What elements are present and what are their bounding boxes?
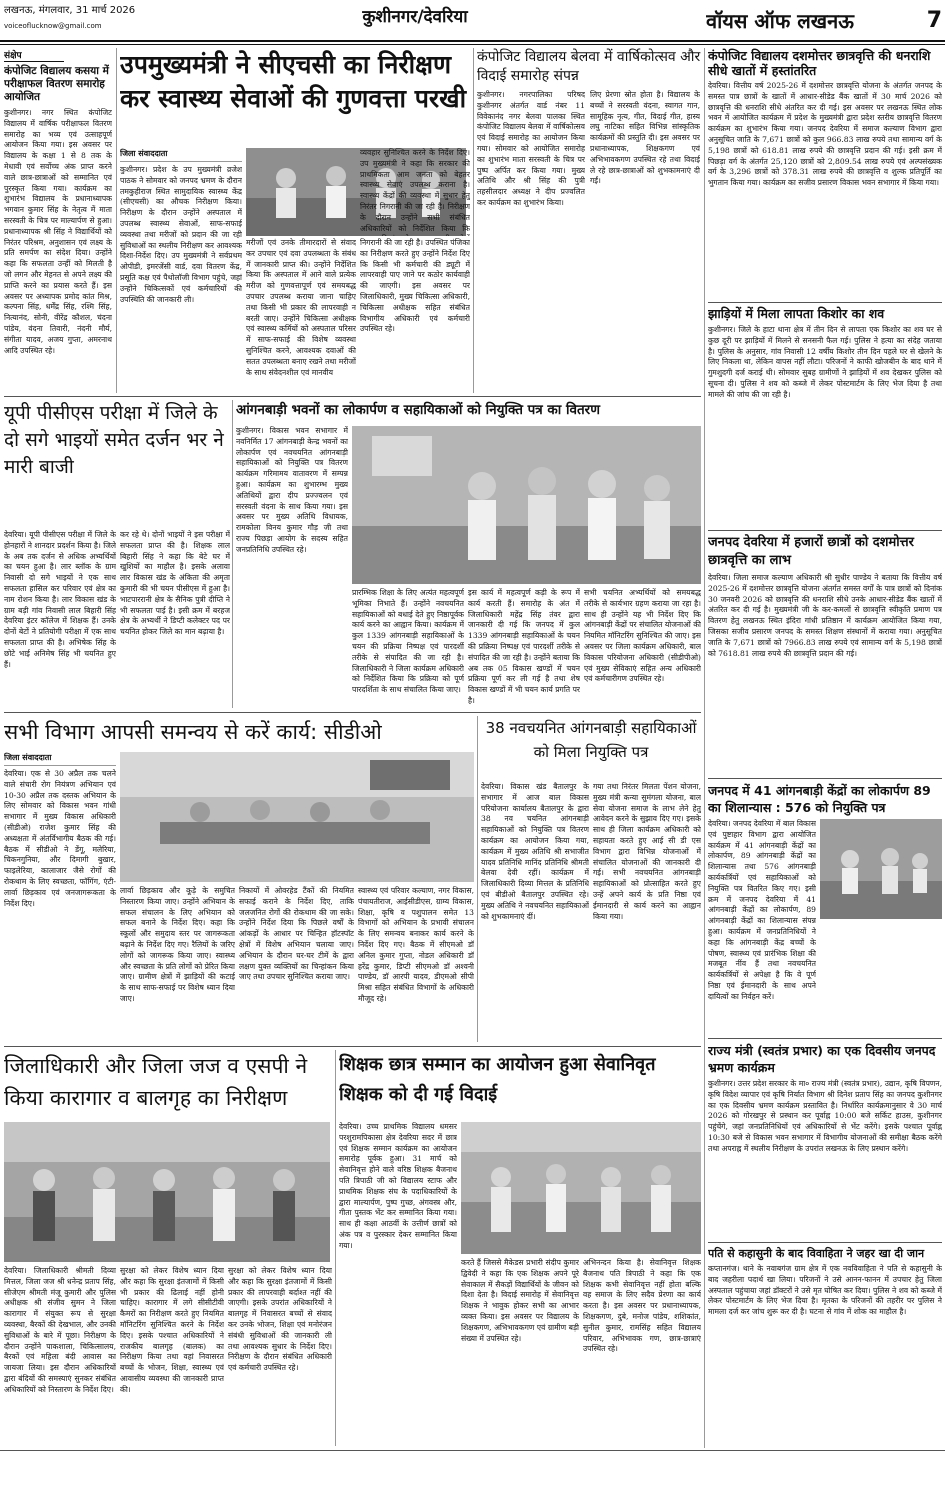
lead-headline — [120, 48, 470, 148]
teacher-photo — [461, 1122, 701, 1254]
minister-body: कुशीनगर। उत्तर प्रदेश सरकार के मा० राज्य मंत्री (स्वतंत्र प्रभार), उद्यान, कृषि विपणन, कृषि विदेश व्यापार एवं कृषि निर्यात विभाग श्री दिनेश प्रताप सिंह का जनपद कुशीनगर का एक दिवसीय भ्रमण कार्यक्रम प्रस्तावित है। निर्धारित कार्यक्रमानुसार वे 30 मार्च 2026 को गोरखपुर से प्रस्थान कर पूर्वाह्न 10:00 बजे सर्किट हाउस, कुशीनगर पहुंचेंगे, जहां जनप्रतिनिधियों एवं अधिकारियों से भेंट करेंगे। इसके पश्चात पूर्वाह्न 10:30 बजे से विकास भवन सभागार में विभागीय योजनाओं की समीक्षा बैठक करेंगे तथा अपराह्न में स्थलीय निरीक्षण के उपरांत लखनऊ के लिए प्रस्थान करेंगे। — [708, 1079, 942, 1153]
masthead — [706, 3, 942, 37]
divider — [116, 48, 117, 393]
scholarship-body: देवरिया। जिला समाज कल्याण अधिकारी श्री सुधीर पाण्डेय ने बताया कि वित्तीय वर्ष 2025-26 में दशमोत्तर छात्रवृत्ति योजना अंतर्गत समस्त वर्गों के पात्र छात्रों को दिनांक 30 जनवरी 2026 को छात्रवृत्ति की धनराशि सीधे उनके आधार-सीडेड बैंक खातों में अंतरित कर दी गई है। मुख्यमंत्री जी के कर-कमलों से छात्रवृत्ति स्वीकृति प्रमाण पत्र वितरण हेतु लखनऊ स्थित इंदिरा गांधी प्रतिष्ठान में कार्यक्रम आयोजित किया गया, जिसका सजीव प्रसारण जनपद के समस्त शिक्षण संस्थानों में कराया गया। अनुसूचित जाति के 7,671 छात्रों को 7966.83 लाख रुपये एवं सामान्य वर्ग के 5,198 छात्रों को 7618.81 लाख रुपये की छात्रवृत्ति प्रदान की गई। — [708, 573, 942, 658]
cdo-col-2 — [120, 886, 235, 1042]
lead-text-3: व्यवहार सुनिश्चित करने के निर्देश दिए। उप मुख्यमंत्री ने कहा कि सरकार की प्राथमिकता आम जनता को बेहतर स्वास्थ्य सेवाएं उपलब्ध कराना है। स्वास्थ्य केंद्रों की व्यवस्था में सुधार हेतु निरंतर निगरानी की जा रही है। निरीक्षण के दौरान उन्होंने सभी संबंधित अधिकारियों को निर्देशित किया कि — [360, 148, 470, 233]
rule — [708, 778, 942, 779]
rule — [708, 530, 942, 531]
cdo-photo — [120, 752, 474, 882]
cdo-text-3: निकायों में ओवरहेड टैंकों की नियमित सफाई कराने के निर्देश दिए, ताकि जलजनित रोगों की रोकथाम की जा सके। उन्होंने निर्देश दिया कि पिछले वर्षों के आंकड़ों के आधार पर चिन्हित हॉटस्पॉट क्षेत्रों में विशेष अभियान चलाया जाए। अभियान के दौरान घर-घर टीमें के द्वारा लक्षण युक्त व्यक्तियों का चिन्हांकन किया जाए तथा उपचार सुनिश्चित कराया जाए। — [239, 886, 354, 982]
aanganwadi-text-4: सभी चयनित अभ्यर्थियों को समयबद्ध तरीके से कार्यभार ग्रहण कराया जा रहा है। साथ ही उन्होंने यह भी निर्देश दिए कि आंगनबाड़ी केंद्रों पर संचालित योजनाओं की नियमित मॉनिटरिंग सुनिश्चित की जाए। इस अवसर पर जिला कार्यक्रम अधिकारी, बाल विकास परियोजना अधिकारी (सीडीपीओ) एवं मुख्य सेविकाएं सहित अन्य अधिकारी एवं कर्मचारीगण उपस्थित रहे। — [584, 588, 701, 684]
teacher-text-2: करते हैं जिससे मैकेडस प्रभारी संदीप कुमार द्विवेदी ने कहा कि एक शिक्षक अपने पूरे सेवाकाल में सैकड़ों विद्यार्थियों के जीवन को दिशा देता है। विदाई समारोह में सेवानिवृत्त शिक्षक ने भावुक होकर सभी का आभार व्यक्त किया। इस अवसर पर विद्यालय के शिक्षकगण, अभिभावकगण एवं ग्रामीण बड़ी संख्या में उपस्थित रहे। — [461, 1258, 579, 1343]
lead-col-3 — [360, 148, 470, 236]
jail-photo — [4, 1122, 330, 1262]
page-number: 7 — [926, 7, 942, 33]
lead-headline-line1: उपमुख्यमंत्री ने सीएचसी का निरीक्षण — [120, 50, 452, 79]
jail-headline: जिलाधिकारी और जिला जज व एसपी ने किया कारागार व बालगृह का निरीक्षण — [4, 1054, 308, 1110]
lead-col-2 — [246, 238, 356, 393]
cdo-col-4 — [358, 886, 474, 1042]
lead-text-2: मरीजों एवं उनके तीमारदारों से संवाद कर उपचार एवं दवा उपलब्धता के संबंध में जानकारी प्राप्त की। उन्होंने निर्देशित किया कि अस्पताल में आने वाले प्रत्येक मरीज को गुणवत्तापूर्ण एवं समयबद्ध उपचार उपलब्ध कराया जाना चाहिए तथा किसी भी प्रकार की लापरवाही न बरती जाए। उन्होंने चिकित्सा अधीक्षक एवं स्वास्थ्य कर्मियों को अस्पताल परिसर में साफ-सफाई की विशेष व्यवस्था सुनिश्चित करने, आवश्यक दवाओं की सतत उपलब्धता बनाए रखने तथा मरीजों के साथ संवेदनशील एवं मानवीय — [246, 238, 356, 377]
cdo-text-1: देवरिया। एक से 30 अप्रैल तक चलने वाले संचारी रोग नियंत्रण अभियान एवं 10-30 अप्रैल तक दस्तक अभियान के लिए सोमवार को विकास भवन गांधी सभागार में मुख्य विकास अधिकारी (सीडीओ) राजेश कुमार सिंह की अध्यक्षता में अंतर्विभागीय बैठक की गई। बैठक में सीडीओ ने डेंगू, मलेरिया, चिकनगुनिया, और दिमागी बुखार, फाइलेरिया, कालाजार जैसे रोगों की रोकथाम के लिए स्वच्छता, फॉगिंग, एंटी-लार्वा छिड़काव एवं जनजागरूकता के निर्देश दिए। — [4, 769, 116, 908]
pcs-headline-block — [4, 400, 230, 528]
husband-headline: पति से कहासुनी के बाद विवाहिता ने जहर खा दी जान — [708, 1247, 925, 1260]
aanganwadi-photo — [352, 426, 701, 584]
brief-label: संक्षेप — [4, 48, 64, 62]
cdo-byline: जिला संवाददाता — [4, 752, 116, 766]
rule — [4, 396, 701, 397]
dbt-story — [708, 48, 942, 300]
teacher-text-1: देवरिया। उच्च प्राथमिक विद्यालय धमसर परशुरामपिकासा क्षेत्र देवरिया सदर में छात्र एवं शिक्षक सम्मान कार्यक्रम का आयोजन समारोह पूर्वक हुआ। 31 मार्च को सेवानिवृत्त होने वाले वरिष्ठ शिक्षक बैजनाथ पति त्रिपाठी जी को विद्यालय स्टाफ और प्राथमिक शिक्षक संघ के पदाधिकारियों के द्वारा माल्यार्पण, पुष्प गुच्छ, अंगवस्त्र और, गीता पुस्तक भेंट कर सम्मानित किया गया। साथ ही कक्षा आठवीं के उत्तीर्ण छात्रों को अंक पत्र व पुरस्कार देकर सम्मानित किया गया। — [339, 1122, 457, 1250]
annual-headline: कंपोजिट विद्यालय बेलवा में वार्षिकोत्सव और विदाई समारोह संपन्न — [477, 49, 701, 84]
newaw-text-2: गया तथा निरंतर मिलता पेंशन योजना, मुख्य मंत्री कन्या सुमंगला योजना, बाल सेवा योजना समाज के लाभ लेने हेतु आवेदन करने के सुझाव दिए गए। इसके साथ ही जिला कार्यक्रम अधिकारी को सहायता करते हुए आई सी डी एस विभाग द्वारा विभिन्न योजनाओं में संचालित योजनाओं की जानकारी दी गई। सभी नवचयनित आंगनबाड़ी सहायिकाओं को प्रोत्साहित करते हुए उन्हें अपने कार्य के प्रति निष्ठा एवं ईमानदारी से कार्य करने का आह्वान किया गया। — [593, 782, 701, 921]
cdo-col-3 — [239, 886, 354, 1042]
teacher-col-3 — [583, 1258, 701, 1446]
cdo-photo-image — [120, 752, 474, 882]
annual-function-story — [477, 48, 701, 393]
cdo-headline-block — [4, 716, 474, 750]
aanganwadi-col-1 — [236, 426, 348, 708]
newaw-headline-block — [481, 716, 701, 776]
lead-text-4: निगरानी की जा रही है। उपस्थित पंजिका का निरीक्षण करते हुए उन्होंने निर्देश दिए कि किसी भी कर्मचारी की ड्यूटी में लापरवाही पाए जाने पर कठोर कार्यवाही की जाएगी। इस अवसर पर जिलाधिकारी, मुख्य चिकित्सा अधिकारी, चिकित्सा अधीक्षक सहित संबंधित विभागीय अधिकारी एवं कर्मचारी उपस्थित रहे। — [360, 238, 470, 334]
jail-headline-block — [4, 1050, 330, 1120]
rule — [708, 302, 942, 303]
jail-text-3: सुरक्षा को लेकर विशेष ध्यान दिया और कहा कि सुरक्षा इंतजामों में किसी प्रकार की लापरवाही बर्दाश्त नहीं की जाएगी। इसके उपरांत अधिकारियों ने बालगृह में निवासरत बच्चों से संवाद कर उनके भोजन, शिक्षा एवं मनोरंजन संबंधी सुविधाओं की जानकारी ली तथा आवश्यक सुधार के निर्देश दिए। निरीक्षण के दौरान संबंधित अधिकारी एवं कर्मचारी उपस्थित रहे। — [228, 1266, 332, 1373]
annual-text-1: कुशीनगर। नगरपालिका परिषद कुशीनगर अंतर्गत वार्ड नंबर 11 विवेकानंद नगर बेलवा पालका स्थित कंपोजिट विद्यालय बेलवा में वार्षिकोत्सव एवं विदाई समारोह का आयोजन किया गया। सोमवार को आयोजित समारोह का शुभारंभ माता सरस्वती के चित्र पर पुष्प अर्पित कर किया गया। मुख्य अतिथि और श्री सिंह की पुत्री तहसीलदार अध्यक्ष ने दीप प्रज्वलित कर कार्यक्रम का शुभारंभ किया। — [477, 90, 585, 207]
divider — [473, 48, 474, 393]
masthead-title: वॉयस ऑफ लखनऊ — [706, 8, 854, 33]
teacher-headline: शिक्षक छात्र सम्मान का आयोजन हुआ सेवानिवृत शिक्षक को दी गई विदाई — [339, 1054, 656, 1105]
jail-col-3 — [228, 1266, 332, 1446]
husband-story — [708, 1246, 942, 1446]
newaw-headline: 38 नवचयनित आंगनबाड़ी सहायिकाओं को मिला नियुक्ति पत्र — [485, 719, 697, 761]
rule — [708, 1038, 942, 1039]
aanganwadi-text-3: इस कार्य में महत्वपूर्ण कड़ी के रूप में कार्य करती हैं। समारोह के अंत में जिलाधिकारी महेंद्र सिंह तंवर द्वारा जानकारी दी गई कि जनपद में कुल 1339 आंगनबाड़ी सहायिकाओं के चयन की प्रक्रिया निष्पक्ष एवं पारदर्शी तरीके से संपादित की जा रही है। उन्होंने बताया कि अब तक 05 विकास खण्डों में चयन प्रक्रिया पूर्ण कर ली गई है तथा शेष विकास खण्डों में भी चयन कार्य प्रगति पर है। — [468, 588, 580, 705]
dateline-block — [4, 4, 234, 33]
aanganwadi-headline: आंगनबाड़ी भवनों का लोकार्पण व सहायिकाओं को नियुक्ति पत्र का वितरण — [236, 402, 600, 418]
divider — [477, 716, 478, 1042]
header-rule — [0, 40, 945, 42]
rule — [708, 1242, 942, 1243]
dateline: लखनऊ, मंगलवार, 31 मार्च 2026 — [4, 5, 136, 16]
teacher-photo-image — [461, 1122, 701, 1254]
minister-visit-story — [708, 1042, 942, 1240]
divider — [704, 48, 705, 1448]
aanganwadi-photo-image — [352, 426, 701, 584]
pcs-headline: यूपी पीसीएस परीक्षा में जिले के दो सगे भाइयों समेत दर्जन भर ने मारी बाजी — [4, 402, 224, 478]
jail-text-2: सुरक्षा को लेकर विशेष ध्यान दिया और कहा कि सुरक्षा इंतजामों में किसी भी प्रकार की ढिलाई नहीं होनी चाहिए। कारागार में लगे सीसीटीवी कैमरों का निरीक्षण करते हुए नियमित मॉनिटरिंग सुनिश्चित करने के निर्देश दिए। इसके पश्चात अधिकारियों ने राजकीय बालगृह (बालक) का निरीक्षण किया तथा वहां निवासरत बच्चों के भोजन, शिक्षा, स्वास्थ्य एवं आवासीय व्यवस्था की जानकारी प्राप्त की। — [120, 1266, 224, 1394]
section-title: कुशीनगर/देवरिया — [362, 7, 468, 27]
lead-text-1: कुशीनगर। प्रदेश के उप मुख्यमंत्री व्रजेश पाठक ने सोमवार को जनपद भ्रमण के दौरान तमकुहीराज स्थित सामुदायिक स्वास्थ्य केंद्र (सीएचसी) का औचक निरीक्षण किया। निरीक्षण के दौरान उन्होंने अस्पताल में उपलब्ध स्वास्थ्य सेवाओं, साफ-सफाई व्यवस्था तथा मरीजों को प्रदान की जा रही सुविधाओं का स्थलीय निरीक्षण कर आवश्यक दिशा-निर्देश दिए। उप मुख्यमंत्री ने सर्वप्रथम ओपीडी, इमरजेंसी वार्ड, दवा वितरण केंद्र, प्रसूति कक्ष एवं पैथोलॉजी विभाग पहुंचे, जहां उन्होंने चिकित्सकों एवं कर्मचारियों की उपस्थिति की जानकारी ली। — [120, 165, 242, 304]
jail-col-2 — [120, 1266, 224, 1446]
cdo-text-4: स्वास्थ्य एवं परिवार कल्याण, नगर विकास, पंचायतीराज, आईसीडीएस, ग्राम्य विकास, शिक्षा, कृषि व पशुपालन समेत 13 विभागों को अभियान के प्रभावी संचालन के लिए समन्वय बनाकर कार्य करने के निर्देश दिए गए। बैठक में सीएमओ डॉ अनिल कुमार गुप्ता, नोडल अधिकारी डॉ हरेंद्र कुमार, डिप्टी सीएमओ डॉ अश्वनी पाण्डेय, डॉ आरपी यादव, डीएमओ सीपी मिश्रा सहित संबंधित विभागों के अधिकारी मौजूद रहे। — [358, 886, 474, 1003]
pcs-col-1 — [4, 530, 116, 708]
brief-headline: कंपोजिट विद्यालय कसया में परीक्षाफल वितरण समारोह आयोजित — [4, 65, 109, 103]
brief-column — [4, 48, 112, 393]
jail-text-1: देवरिया। जिलाधिकारी श्रीमती दिव्या मित्तल, जिला जज श्री धनेन्द्र प्रताप सिंह, सीजेएम श्रीमती मंजू कुमारी और पुलिस अधीक्षक श्री संजीव सुमन ने जिला कारागार में संयुक्त रूप से सुरक्षा व्यवस्था, बैरकों की देखभाल, और उनकी सुविधाओं के बारे में पूछा। निरीक्षण के दौरान उन्होंने पाकशाला, चिकित्सालय, बैरकों एवं महिला बंदी आवास का जायजा लिया। इस दौरान अधिकारियों द्वारा बंदियों की समस्याएं सुनकर संबंधित अधिकारियों को निस्तारण के निर्देश दिए। — [4, 1266, 116, 1394]
footer-rule — [0, 1450, 945, 1451]
brief-body: कुशीनगर। नगर स्थित कंपोजिट विद्यालय में वार्षिक परीक्षाफल वितरण समारोह का भव्य एवं उत्साहपूर्ण आयोजन किया गया। इस अवसर पर विद्यालय के कक्षा 1 से 8 तक के मेधावी एवं सर्वोच्च अंक प्राप्त करने वाले छात्र-छात्राओं को सम्मानित एवं पुरस्कृत किया गया। कार्यक्रम का शुभारंभ विद्यालय के प्रधानाध्यापक भगवान कुमार सिंह के नेतृत्व में माता सरस्वती के चित्र पर माल्यार्पण से हुआ। प्रधानाध्यापक श्री सिंह ने विद्यार्थियों को निरंतर परिश्रम, अनुशासन एवं लक्ष्य के प्रति समर्पण का संदेश दिया। उन्होंने कहा कि सफलता उन्हीं को मिलती है जो लगन और मेहनत से अपने लक्ष्य की प्राप्ति करने का प्रयास करते हैं। इस अवसर पर अध्यापक प्रमोद कांत मिश्र, कल्पना सिंह, धर्मेंद्र सिंह, रश्मि सिंह, नित्यानंद, सोनी, वीरेंद्र कौशल, चंदना पांडेय, वंदना तिवारी, नंदनी मौर्य, संगीता यादव, अजय गुप्ता, अमरनाथ आदि उपस्थित रहे। — [4, 108, 112, 355]
missing-body: कुशीनगर। जिले के हाटा थाना क्षेत्र में तीन दिन से लापता एक किशोर का शव घर से कुछ दूरी पर झाड़ियों में मिलने से सनसनी फैल गई। पुलिस ने हत्या का संदेह जताया है। पुलिस के अनुसार, गांव निवासी 12 वर्षीय किशोर तीन दिन पहले घर से खेलने के लिए निकला था, लेकिन वापस नहीं लौटा। परिजनों ने काफी खोजबीन के बाद थाने में गुमशुदगी दर्ज कराई थी। सोमवार सुबह ग्रामीणों ने झाड़ियों में शव देखकर पुलिस को सूचना दी। पुलिस ने शव को कब्जे में लेकर पोस्टमार्टम के लिए भेज दिया है तथा मामले की जांच की जा रही है। — [708, 325, 942, 399]
header-rule-thin — [0, 44, 945, 45]
rule — [4, 1046, 701, 1047]
aanganwadi-text-1: कुशीनगर। विकास भवन सभागार में नवनिर्मित 17 आंगनबाड़ी केन्द्र भवनों का लोकार्पण एवं नवचयनित आंगनबाड़ी सहायिकाओं को नियुक्ति पत्र वितरण कार्यक्रम गरिमामय वातावरण में सम्पन्न हुआ। कार्यक्रम का शुभारम्भ मुख्य अतिथियों द्वारा दीप प्रज्ज्वलन एवं सरस्वती वंदना के साथ किया गया। इस अवसर पर मुख्य अतिथि विधायक, रामकोला विनय कुमार गौड़ जी तथा राज्य पिछड़ा आयोग के सदस्य सहित जनप्रतिनिधि उपस्थित रहे। — [236, 426, 348, 554]
minister-headline: राज्य मंत्री (स्वतंत्र प्रभार) का एक दिवसीय जनपद भ्रमण कार्यक्रम — [708, 1043, 936, 1075]
aanganwadi-text-2: प्रारम्भिक शिक्षा के लिए अत्यंत महत्वपूर्ण भूमिका निभाते हैं। उन्होंने नवचयनित सहायिकाओं को बधाई देते हुए निष्ठापूर्वक कार्य करने का आह्वान किया। कार्यक्रम में कुल 1339 आंगनबाड़ी सहायिकाओं के चयन की प्रक्रिया निष्पक्ष एवं पारदर्शी तरीके से संपादित की जा रही है। जिलाधिकारी ने जिला कार्यक्रम अधिकारी को निर्देशित किया कि प्रक्रिया को पूर्ण पारदर्शिता के साथ संचालित किया जाए। — [352, 588, 464, 695]
pcs-text-2: कर रहे थे। दोनों भाइयों ने इस परीक्षा में सफलता प्राप्त की है। शिक्षक लाल बिहारी सिंह ने कहा कि बेटे घर में खुशियों का माहौल है। इसके अलावा लार विकास खंड के अंकिता की अमृता कुमारी की भी चयन पीसीएस में हुआ है। भाटपाररानी क्षेत्र के सैनिक पुत्री दीप्ति ने भी सफलता पाई है। इसी क्रम में बरहज क्षेत्र के अभ्यर्थी ने डिप्टी कलेक्टर पद पर चयनित होकर जिले का मान बढ़ाया है। — [120, 530, 230, 637]
teacher-col-2 — [461, 1258, 579, 1446]
aanganwadi-col-4 — [584, 588, 701, 708]
pcs-text-1: देवरिया। यूपी पीसीएस परीक्षा में जिले के होनहारों ने शानदार प्रदर्शन किया है। जिले के अब तक दर्जन से अधिक अभ्यर्थियों का चयन हुआ है। लार ब्लॉक के ग्राम निवासी दो सगे भाइयों ने एक साथ सफलता हासिल कर परिवार एवं क्षेत्र का नाम रोशन किया है। लार विकास खंड के ग्राम बड़ी गांव निवासी लाल बिहारी सिंह देवरिया इंटर कॉलेज में शिक्षक हैं। उनके दोनों बेटों ने प्रतियोगी परीक्षा में एक साथ सफलता प्राप्त की है। अभिषेक सिंह के छोटे भाई अनिमेष सिंह भी चयनित हुए हैं। — [4, 530, 116, 669]
lead-byline: जिला संवाददाता — [120, 148, 242, 162]
dbt-headline: कंपोजिट विद्यालय दशमोत्तर छात्रवृत्ति की धनराशि सीधे खातों में हस्तांतरित — [708, 48, 931, 78]
cdo-col-1 — [4, 752, 116, 1042]
aanganwadi-41-photo-image — [820, 819, 942, 919]
aanganwadi-41-photo — [820, 819, 942, 919]
aanganwadi-41-headline: जनपद में 41 आंगनबाड़ी केंद्रों का लोकार्पण 89 का शिलान्यास : 576 को नियुक्ति पत्र — [708, 783, 931, 815]
annual-text-2: लिए प्रेरणा स्रोत होता है। विद्यालय के बच्चों ने सरस्वती वंदना, स्वागत गान, सामूहिक नृत्य, गीत, विदाई गीत, हास्य लघु नाटिका सहित विभिन्न सांस्कृतिक कार्यक्रमों की प्रस्तुति दी। इस अवसर पर प्रधानाध्यापक, शिक्षकगण एवं अभिभावकगण उपस्थित रहे तथा विदाई ले रहे छात्र-छात्राओं को शुभकामनाएं दी गईं। — [590, 90, 700, 186]
pcs-col-2 — [120, 530, 230, 708]
jail-photo-image — [4, 1122, 330, 1262]
dbt-body: देवरिया। वित्तीय वर्ष 2025-26 में दशमोत्तर छात्रवृत्ति योजना के अंतर्गत जनपद के समस्त पात्र छात्रों के खातों में आधार-सीडेड बैंक खातों में 30 मार्च 2026 को छात्रवृत्ति की धनराशि सीधे अंतरित कर दी गई। इस अवसर पर लखनऊ स्थित लोक भवन में आयोजित कार्यक्रम में प्रदेश के मुख्यमंत्री द्वारा प्रदेश स्तरीय छात्रवृत्ति वितरण कार्यक्रम का शुभारंभ किया गया। जनपद देवरिया में समाज कल्याण विभाग द्वारा अनुसूचित जाति के 7,671 छात्रों को कुल 966.83 लाख रुपये तथा सामान्य वर्ग के 5,198 छात्रों को 618.81 लाख रुपये की छात्रवृत्ति प्रदान की गई। इसी क्रम में पिछड़ा वर्ग के अंतर्गत 25,120 छात्रों को 2,809.54 लाख रुपये एवं अल्पसंख्यक वर्ग के 3,296 छात्रों को 378.31 लाख रुपये की छात्रवृत्ति व शुल्क प्रतिपूर्ति का भुगतान किया गया। कार्यक्रम का सजीव प्रसारण विकास भवन सभागार में किया गया। — [708, 81, 942, 188]
divider — [232, 400, 233, 708]
missing-boy-story — [708, 306, 942, 528]
teacher-headline-block — [339, 1050, 701, 1116]
teacher-col-1 — [339, 1122, 457, 1446]
missing-headline: झाड़ियों में मिला लापता किशोर का शव — [708, 306, 885, 321]
email: voiceoflucknow@gmail.com — [4, 22, 102, 30]
cdo-headline: सभी विभाग आपसी समन्वय से करें कार्य: सीडीओ — [4, 720, 382, 744]
aanganwadi-col-2 — [352, 588, 464, 708]
husband-body: कप्तानगंज। थाने के नवाबगंज ग्राम क्षेत्र में एक नवविवाहिता ने पति से कहासुनी के बाद जहरीला पदार्थ खा लिया। परिजनों ने उसे आनन-फानन में उपचार हेतु जिला अस्पताल पहुंचाया जहां डॉक्टरों ने उसे मृत घोषित कर दिया। पुलिस ने शव को कब्जे में लेकर पोस्टमार्टम के लिए भेज दिया है। मृतका के परिजनों की तहरीर पर पुलिस ने मामला दर्ज कर जांच शुरू कर दी है। घटना से गांव में शोक का माहौल है। — [708, 1264, 942, 1317]
aanganwadi-41-story — [708, 782, 942, 1036]
divider — [335, 1050, 336, 1446]
scholarship-headline: जनपद देवरिया में हजारों छात्रों को दशमोत्तर छात्रवृत्ति का लाभ — [708, 535, 914, 568]
newaw-col-1 — [481, 782, 589, 1042]
rule — [4, 712, 701, 713]
cdo-text-2: लार्वा छिड़काव और कूड़े के समुचित निस्तारण किया जाए। उन्होंने अभियान के सफल संचालन के लिए अभियान को सफल बनाने के निर्देश दिए। कहा कि स्कूलों और समुदाय स्तर पर जागरूकता बढ़ाने के निर्देश दिए गए। रैलियों के जरिए लोगों को जागरूक किया जाए। स्वास्थ्य और स्वच्छता के प्रति लोगों को प्रेरित किया जाए। ग्रामीण क्षेत्रों में झाड़ियों की कटाई के साथ साफ-सफाई पर विशेष ध्यान दिया जाए। — [120, 886, 235, 1003]
newaw-col-2 — [593, 782, 701, 1042]
newaw-text-1: देवरिया। विकास खंड बैतालपुर के सभागार में आज बाल विकास परियोजना कार्यालय बैतालपुर के द्वारा 38 नव चयनित आंगनबाड़ी सहायिकाओं को नियुक्ति पत्र वितरण कार्यक्रम का आयोजन किया गया, कार्यक्रम में मुख्य अतिथि श्री सभाजीत यादव प्रतिनिधि मानिंद प्रतिनिधि श्रीमती बेलवा देवी रहीं। कार्यक्रम में जिलाधिकारी दिव्या मित्तल के प्रतिनिधि एवं बीडीओ बैतालपुर उपस्थित रहे। मुख्य अतिथि ने नवचयनित सहायिकाओं को शुभकामनाएं दीं। — [481, 782, 589, 921]
aanganwadi-col-3 — [468, 588, 580, 708]
lead-col-1 — [120, 148, 242, 393]
lead-col-4 — [360, 238, 470, 393]
aanganwadi-headline-block — [236, 400, 701, 422]
jail-col-1 — [4, 1266, 116, 1446]
scholarship-story — [708, 534, 942, 776]
teacher-text-3: अभिनन्दन किया है। सेवानिवृत्त शिक्षक बैजनाथ पति त्रिपाठी ने कहा कि एक शिक्षक कभी सेवानिवृत्त नहीं होता बल्कि वह समाज के लिए सदैव प्रेरणा का कार्य करता है। इस अवसर पर प्रधानाध्यापक, शिक्षकगण, दुबे, मनोज पांडेय, शशिकांत, सुनील कुमार, रामसिंह सहित विद्यालय परिवार, अभिभावक गण, छात्र-छात्राएं उपस्थित रहे। — [583, 1258, 701, 1354]
aanganwadi-41-body: देवरिया। जनपद देवरिया में बाल विकास एवं पुष्टाहार विभाग द्वारा आयोजित कार्यक्रम में 41 आंगनबाड़ी केंद्रों का लोकार्पण, 89 आंगनबाड़ी केंद्रों का शिलान्यास तथा 576 आंगनबाड़ी कार्यकर्त्रियों एवं सहायिकाओं को नियुक्ति पत्र वितरित किए गए। इसी क्रम में जनपद देवरिया में 41 आंगनबाड़ी केंद्रों का लोकार्पण, 89 आंगनबाड़ी केंद्रों का शिलान्यास संपन्न हुआ। कार्यक्रम में जनप्रतिनिधियों ने कहा कि आंगनबाड़ी केंद्र बच्चों के पोषण, स्वास्थ्य एवं प्रारंभिक शिक्षा की मजबूत नींव हैं तथा नवचयनित कार्यकर्त्रियों से अपेक्षा है कि वे पूर्ण निष्ठा एवं ईमानदारी के साथ अपने दायित्वों का निर्वहन करें। — [708, 819, 816, 1001]
lead-headline-line2: कर स्वास्थ्य सेवाओं की गुणवत्ता परखी — [120, 84, 467, 113]
